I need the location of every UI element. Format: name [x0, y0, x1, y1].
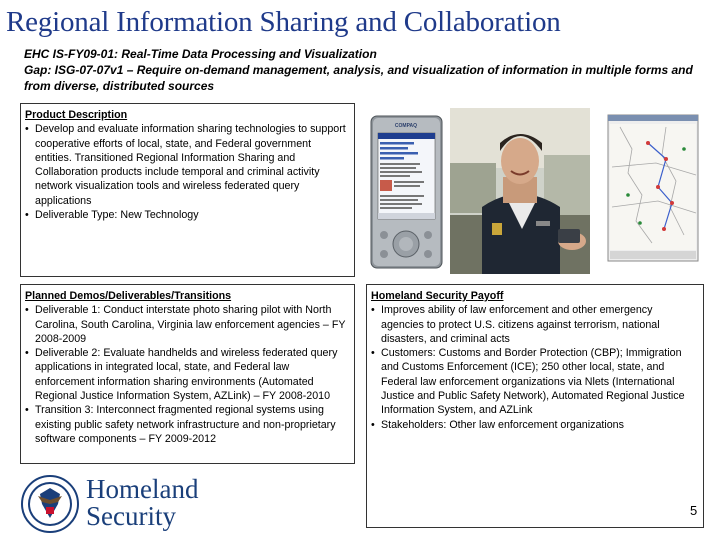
payoff-bullet: • Stakeholders: Other law enforcement organizations: [371, 418, 697, 432]
planned-demos-bullet: • Transition 3: Interconnect fragmented regional systems using existing public safety network infrastructure and non-proprietary software components – FY 2009-2012: [25, 403, 348, 446]
logo-line-security: Security: [86, 501, 176, 531]
subtitle-project-id: EHC IS-FY09-01: Real-Time Data Processing and Visualization: [24, 47, 377, 61]
product-description-bullet: • Develop and evaluate information sharing technologies to support cooperative efforts of local, state, and Federal government entities. Transitioned Regional Information Sharing and Collaboration products include temporal and criminal activity network visualization tools and wireless federated query applications: [25, 122, 348, 208]
illustration-svg: [366, 103, 704, 277]
product-description-box: [20, 103, 355, 277]
illustration-area: [366, 103, 704, 277]
logo-line-homeland: Homeland: [86, 474, 199, 504]
map-visualization-image: [608, 115, 698, 261]
pda-image: [371, 116, 442, 268]
dhs-seal-icon: [20, 474, 80, 534]
slide-subtitle: [24, 46, 704, 94]
planned-demos-box: [20, 284, 355, 464]
homeland-security-payoff-box: [366, 284, 704, 528]
subtitle-gap: Gap: ISG-07-07v1 – Require on-demand management, analysis, and visualization of information in multiple forms and from diverse, distributed sources: [24, 63, 693, 93]
homeland-security-logo: [20, 474, 240, 534]
product-description-heading: Product Description: [25, 109, 128, 121]
product-description-bullet: • Deliverable Type: New Technology: [25, 208, 348, 222]
logo-wordmark: [86, 476, 198, 530]
payoff-heading: Homeland Security Payoff: [371, 290, 504, 302]
officer-photo: [450, 108, 590, 274]
pda-brand-label: COMPAQ: [394, 123, 418, 129]
payoff-bullet: • Customers: Customs and Border Protection (CBP); Immigration and Customs Enforcement (ICE); 250 other local, state, and Federal law enforcement organizations via Nlets (International Justice and Public Safety Network), Automated Regional Justice Information System, and AZLink: [371, 346, 697, 417]
planned-demos-bullet: • Deliverable 1: Conduct interstate photo sharing pilot with North Carolina, South Carolina, Virginia law enforcement agencies – FY 2008-2009: [25, 303, 348, 346]
payoff-bullet: • Improves ability of law enforcement and other emergency agencies to protect U.S. citizens against terrorism, national disasters, and criminal acts: [371, 303, 697, 346]
planned-demos-bullet: • Deliverable 2: Evaluate handhelds and wireless federated query applications in integrated local, state, and Federal law enforcement information sharing environments (Automated Regional Justice Information System, AZLink) – FY 2008-2010: [25, 346, 348, 403]
planned-demos-heading: Planned Demos/Deliverables/Transitions: [25, 290, 232, 302]
slide-title: Regional Information Sharing and Collaboration: [6, 6, 561, 38]
page-number: 5: [690, 503, 698, 518]
